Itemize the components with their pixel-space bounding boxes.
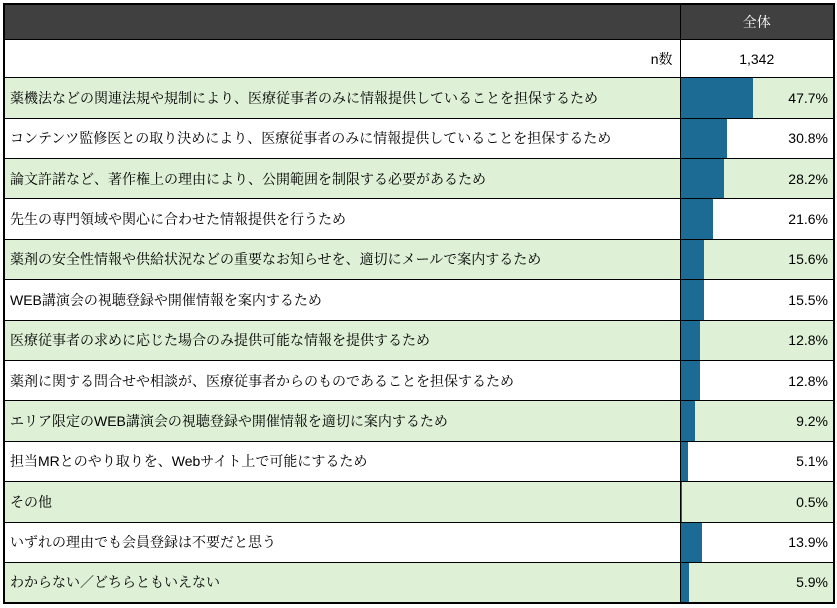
row-value-cell (680, 482, 834, 522)
table-row (4, 118, 834, 158)
value-label: 15.5% (788, 291, 828, 308)
value-label: 30.8% (788, 130, 828, 147)
value-label: 13.9% (788, 534, 828, 551)
table-row (4, 522, 834, 562)
bar (681, 563, 690, 602)
table-row (4, 78, 834, 118)
row-value-cell (680, 159, 834, 199)
rows-container (4, 4, 834, 603)
table-row (4, 441, 834, 481)
survey-table-container (3, 3, 835, 604)
table-row (4, 482, 834, 522)
row-label: いずれの理由でも会員登録は不要だと思う (4, 522, 680, 562)
row-label: エリア限定のWEB講演会の視聴登録や開催情報を適切に案内するため (4, 401, 680, 441)
value-label: 5.9% (796, 574, 828, 591)
row-value-cell (680, 118, 834, 158)
bar (681, 199, 714, 238)
table-row (4, 401, 834, 441)
row-value-cell (680, 401, 834, 441)
bar (681, 523, 702, 562)
bar (681, 280, 705, 319)
row-value-cell (680, 360, 834, 400)
value-label: 12.8% (788, 372, 828, 389)
table-row (4, 159, 834, 199)
bar (681, 401, 695, 440)
row-label: 薬剤の安全性情報や供給状況などの重要なお知らせを、適切にメールで案内するため (4, 239, 680, 279)
row-value-cell (680, 78, 834, 118)
row-label: 論文許諾など、著作権上の理由により、公開範囲を制限する必要があるため (4, 159, 680, 199)
n-count-row (4, 39, 834, 77)
row-value-cell (680, 562, 834, 603)
header-overall-cell: 全体 (680, 4, 834, 39)
n-count-value: 1,342 (680, 39, 834, 77)
bar (681, 159, 724, 198)
row-label: 薬剤に関する問合せや相談が、医療従事者からのものであることを担保するため (4, 360, 680, 400)
bar (681, 482, 682, 521)
value-label: 5.1% (796, 453, 828, 470)
value-label: 9.2% (796, 413, 828, 430)
survey-table (3, 3, 835, 604)
row-label: 医療従事者の求めに応じた場合のみ提供可能な情報を提供するため (4, 320, 680, 360)
value-label: 47.7% (788, 89, 828, 106)
bar (681, 240, 705, 279)
header-empty-cell (4, 4, 680, 39)
table-row (4, 562, 834, 603)
row-value-cell (680, 239, 834, 279)
row-value-cell (680, 320, 834, 360)
row-label: 薬機法などの関連法規や規制により、医療従事者のみに情報提供していることを担保するため (4, 78, 680, 118)
table-row (4, 360, 834, 400)
value-label: 12.8% (788, 332, 828, 349)
row-label: 先生の専門領域や関心に合わせた情報提供を行うため (4, 199, 680, 239)
n-count-label: n数 (4, 39, 680, 77)
table-row (4, 280, 834, 320)
row-label: その他 (4, 482, 680, 522)
table-row (4, 239, 834, 279)
bar (681, 361, 701, 400)
bar (681, 119, 728, 158)
bar (681, 321, 701, 360)
value-label: 21.6% (788, 211, 828, 228)
row-value-cell (680, 199, 834, 239)
row-value-cell (680, 280, 834, 320)
bar (681, 442, 689, 481)
row-value-cell (680, 441, 834, 481)
row-label: 担当MRとのやり取りを、Webサイト上で可能にするため (4, 441, 680, 481)
row-value-cell (680, 522, 834, 562)
value-label: 0.5% (796, 493, 828, 510)
row-label: WEB講演会の視聴登録や開催情報を案内するため (4, 280, 680, 320)
value-label: 15.6% (788, 251, 828, 268)
header-row (4, 4, 834, 39)
bar (681, 78, 754, 117)
row-label: コンテンツ監修医との取り決めにより、医療従事者のみに情報提供していることを担保するため (4, 118, 680, 158)
table-row (4, 320, 834, 360)
row-label: わからない／どちらともいえない (4, 562, 680, 603)
table-row (4, 199, 834, 239)
value-label: 28.2% (788, 170, 828, 187)
